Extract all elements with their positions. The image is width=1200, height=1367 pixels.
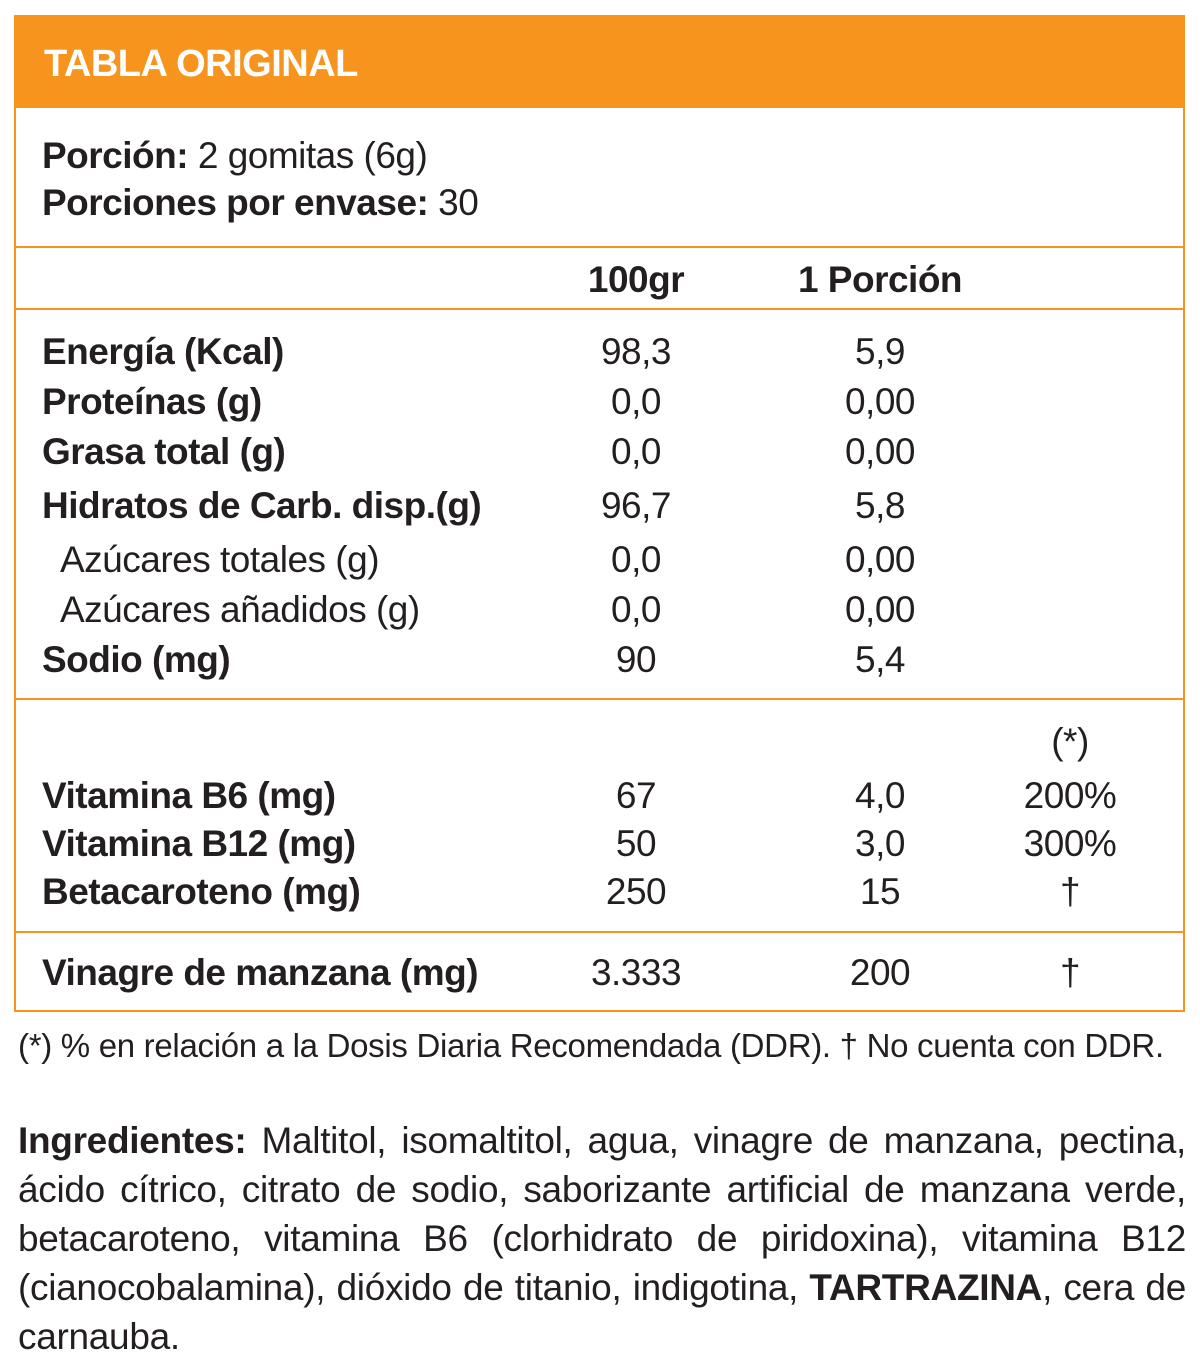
value-portion: 0,00 [844,431,915,472]
servings-label: Porciones por envase: [42,182,429,223]
servings-value: 30 [428,182,479,223]
servings-line [42,184,478,221]
value-portion: 3,0 [855,823,905,864]
ingredients-text: Maltitol, isomaltitol, agua, vinagre de manzana, pectina, ácido cítrico, citrato de sodio, saborizante artificial de manzana verde, betacaroteno, vitamina B6 (clorhidrato de piridoxina), vitamina B12 (cianocobalamina), dióxido de titanio, indigotina, [18,1120,1186,1308]
row-label: Grasa total (g) [42,431,286,472]
value-100gr: 50 [615,823,657,864]
divider [16,698,1183,700]
value-ddr: 300% [1023,823,1117,864]
row-label: Betacaroteno (mg) [42,871,361,912]
ddr-footnote: (*) % en relación a la Dosis Diaria Recomendada (DDR). † No cuenta con DDR. [18,1027,1164,1064]
row-label: Sodio (mg) [42,639,231,680]
value-portion: 200 [849,952,911,993]
row-label: Vinagre de manzana (mg) [42,952,479,993]
divider [16,931,1183,933]
value-100gr: 250 [605,871,667,912]
row-label: Azúcares añadidos (g) [60,589,420,630]
row-label: Vitamina B12 (mg) [42,823,356,864]
value-portion: 5,9 [855,331,905,372]
value-100gr: 98,3 [600,331,671,372]
value-portion: 15 [859,871,901,912]
value-100gr: 96,7 [600,485,671,526]
row-label: Energía (Kcal) [42,331,284,372]
divider [16,308,1183,310]
row-label: Azúcares totales (g) [60,539,380,580]
column-header-portion: 1 Porción [797,259,963,300]
ingredients-text-end: , cera de carnauba. [18,1267,1186,1357]
table-header [16,17,1183,108]
value-100gr: 0,0 [611,539,661,580]
value-100gr: 0,0 [611,381,661,422]
ingredients-label: Ingredientes: [18,1120,247,1161]
value-100gr: 67 [615,775,657,816]
value-ddr: † [1059,871,1081,912]
portion-label: Porción: [42,135,189,176]
portion-value: 2 gomitas (6g) [188,135,428,176]
value-portion: 0,00 [844,381,915,422]
row-label: Hidratos de Carb. disp.(g) [42,485,482,526]
ingredients-paragraph [18,1116,1186,1361]
value-100gr: 90 [615,639,657,680]
ddr-column-header: (*) [1051,721,1089,762]
column-header-100gr: 100gr [587,259,685,300]
row-label: Proteínas (g) [42,381,262,422]
value-ddr: † [1059,952,1081,993]
divider [16,246,1183,248]
value-100gr: 3.333 [590,952,682,993]
value-portion: 0,00 [844,589,915,630]
value-portion: 5,8 [855,485,905,526]
portion-line [42,137,427,174]
row-label: Vitamina B6 (mg) [42,775,336,816]
table-title: TABLA ORIGINAL [44,43,358,85]
value-100gr: 0,0 [611,431,661,472]
nutrition-table [14,15,1185,1012]
value-portion: 5,4 [855,639,905,680]
value-portion: 0,00 [844,539,915,580]
tartrazina-highlight: TARTRAZINA [809,1267,1043,1308]
value-100gr: 0,0 [611,589,661,630]
value-portion: 4,0 [855,775,905,816]
value-ddr: 200% [1023,775,1117,816]
